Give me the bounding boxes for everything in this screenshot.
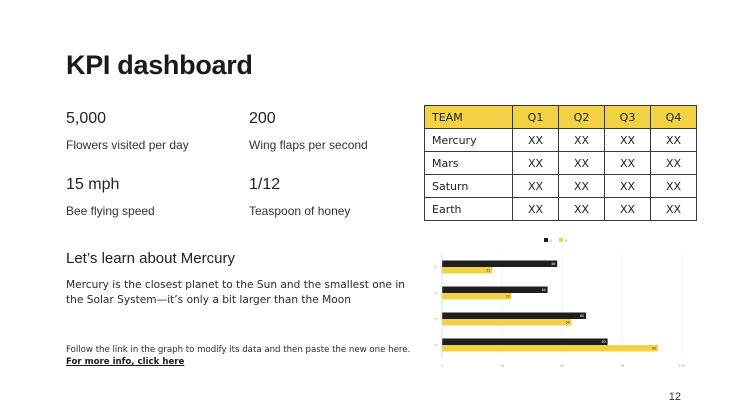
kpi-table bbox=[424, 105, 697, 221]
table-row bbox=[425, 129, 697, 152]
bar bbox=[442, 345, 658, 352]
bar bbox=[442, 287, 548, 294]
bar-chart[interactable] bbox=[424, 232, 686, 374]
bar bbox=[442, 339, 608, 346]
stat-value: 200 bbox=[249, 110, 276, 127]
stat-label: Bee flying speed bbox=[66, 204, 155, 218]
table-cell: XX bbox=[651, 129, 697, 152]
table-cell: XX bbox=[513, 129, 559, 152]
stat-value: 15 mph bbox=[66, 176, 120, 193]
table-cell: XX bbox=[559, 129, 605, 152]
table-header: Q1 bbox=[513, 106, 559, 129]
stat-speed bbox=[66, 176, 155, 218]
stat-wing-flaps bbox=[249, 110, 368, 152]
bar-value-label: 44 bbox=[541, 288, 546, 293]
x-tick-label: 25 bbox=[499, 363, 505, 368]
bar bbox=[442, 313, 586, 320]
bar-value-label: 60 bbox=[580, 314, 584, 319]
stat-label: Flowers visited per day bbox=[66, 138, 189, 152]
stat-label: Teaspoon of honey bbox=[249, 204, 351, 218]
bar-value-label: 29 bbox=[505, 294, 510, 299]
stat-value: 1/12 bbox=[249, 176, 281, 193]
table-header: Q4 bbox=[651, 106, 697, 129]
bar-value-label: 48 bbox=[551, 262, 556, 267]
table-cell: XX bbox=[513, 175, 559, 198]
table-cell: XX bbox=[513, 198, 559, 221]
y-tick-label: 2T bbox=[433, 291, 438, 296]
bar bbox=[442, 267, 492, 274]
table-cell: XX bbox=[605, 129, 651, 152]
table-cell: XX bbox=[651, 175, 697, 198]
bar bbox=[442, 293, 512, 300]
bar bbox=[442, 319, 572, 326]
note-text: Follow the link in the graph to modify its data and then paste the new one here. bbox=[66, 345, 411, 355]
table-cell: XX bbox=[559, 152, 605, 175]
table-header-row bbox=[425, 106, 697, 129]
table-cell: XX bbox=[513, 152, 559, 175]
y-tick-label: 4T bbox=[433, 343, 438, 348]
page-title: KPI dashboard bbox=[66, 50, 253, 80]
table-row bbox=[425, 152, 697, 175]
table-cell: XX bbox=[651, 152, 697, 175]
legend-label: B bbox=[565, 239, 568, 243]
table-header: Q2 bbox=[559, 106, 605, 129]
info-note bbox=[66, 344, 416, 368]
table-cell: Saturn bbox=[425, 175, 513, 198]
table-cell: XX bbox=[605, 152, 651, 175]
table-cell: XX bbox=[605, 198, 651, 221]
table-cell: XX bbox=[559, 175, 605, 198]
bar bbox=[442, 261, 557, 268]
table-header: TEAM bbox=[425, 106, 513, 129]
table-cell: XX bbox=[651, 198, 697, 221]
stat-flowers bbox=[66, 110, 189, 152]
table-cell: Earth bbox=[425, 198, 513, 221]
table-row bbox=[425, 198, 697, 221]
section-subtitle: Let’s learn about Mercury bbox=[66, 250, 235, 267]
legend-swatch bbox=[544, 238, 548, 242]
x-tick-label: 50 bbox=[559, 363, 565, 368]
description-text: Mercury is the closest planet to the Sun and the smallest one in the Solar System—it’s only a bit larger than the Moon bbox=[66, 279, 405, 306]
bar-value-label: 54 bbox=[565, 320, 570, 325]
bar-value-label: 90 bbox=[652, 346, 656, 351]
legend-swatch bbox=[559, 238, 563, 242]
y-tick-label: 3T bbox=[433, 317, 438, 322]
table-cell: Mercury bbox=[425, 129, 513, 152]
x-tick-label: 0 bbox=[440, 363, 444, 368]
table-cell: XX bbox=[605, 175, 651, 198]
table-row bbox=[425, 175, 697, 198]
table-cell: Mars bbox=[425, 152, 513, 175]
x-tick-label: 100 bbox=[678, 363, 686, 368]
stat-value: 5,000 bbox=[66, 110, 107, 127]
page-number: 12 bbox=[668, 391, 681, 403]
x-tick-label: 75 bbox=[619, 363, 625, 368]
stat-label: Wing flaps per second bbox=[249, 138, 368, 152]
bar-value-label: 21 bbox=[486, 268, 491, 273]
legend-label: A bbox=[550, 239, 553, 243]
bar-value-label: 69 bbox=[601, 340, 606, 345]
more-info-link[interactable]: For more info, click here bbox=[66, 357, 185, 367]
stat-honey bbox=[249, 176, 350, 218]
table-header: Q3 bbox=[605, 106, 651, 129]
table-cell: XX bbox=[559, 198, 605, 221]
y-tick-label: 1T bbox=[433, 265, 438, 270]
